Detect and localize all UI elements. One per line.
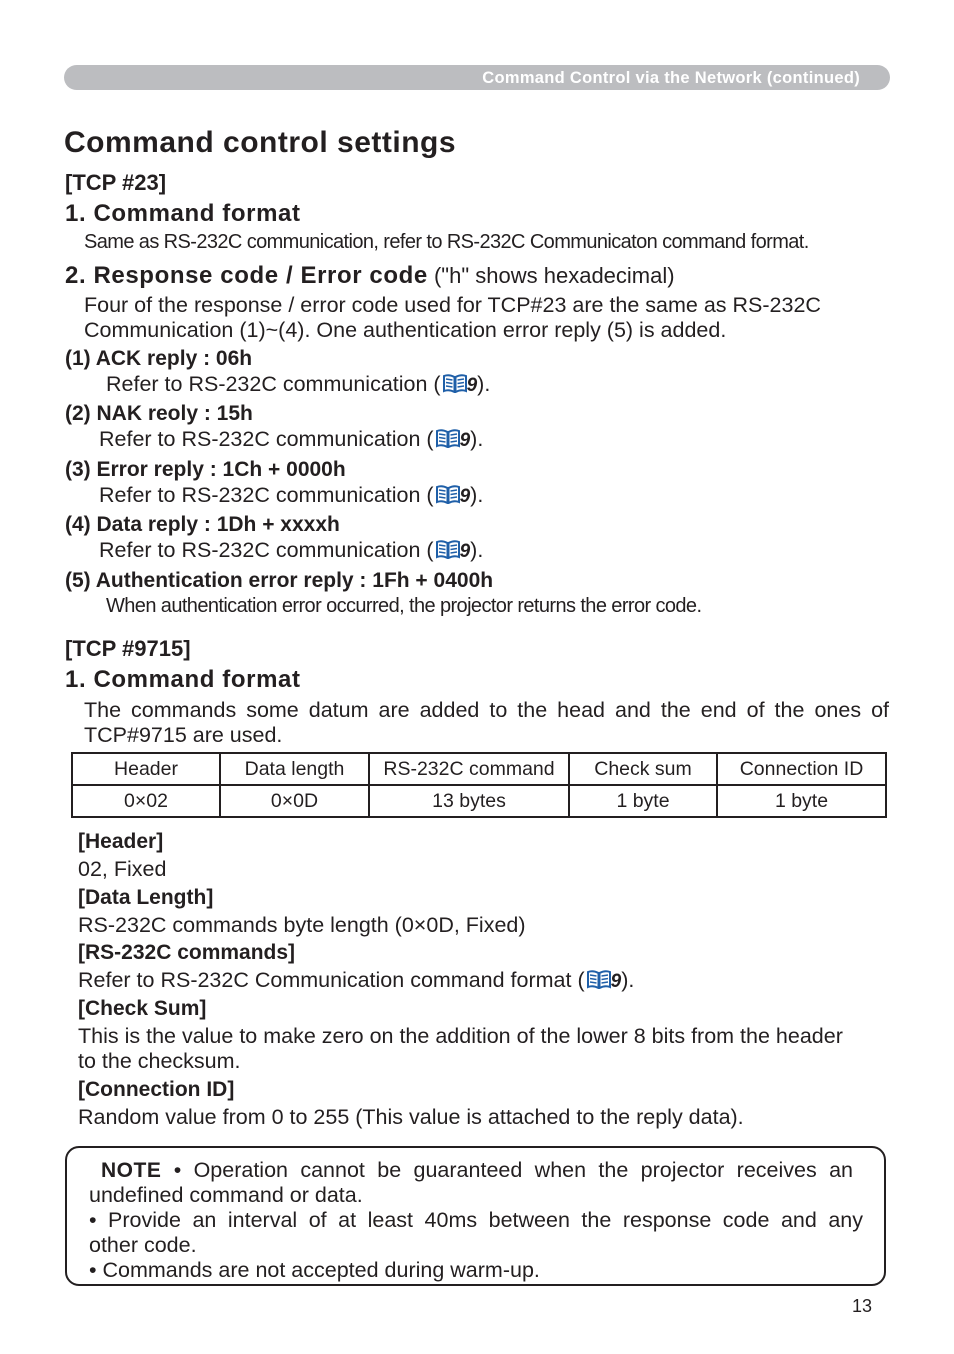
tcp23-label: [TCP #23] bbox=[65, 170, 167, 195]
table-cell: 1 byte bbox=[569, 785, 717, 817]
reply-data-ref: Refer to RS-232C communication ( bbox=[99, 538, 434, 562]
running-header-title: Command Control via the Network (continued) bbox=[482, 69, 860, 87]
reply-nak-ref: Refer to RS-232C communication ( bbox=[99, 427, 434, 451]
page-ref: 9 bbox=[459, 486, 471, 507]
page-number: 13 bbox=[852, 1296, 873, 1316]
table-cell: 0×02 bbox=[72, 785, 220, 817]
ref-close: ). bbox=[470, 483, 484, 507]
table-header-cell: RS-232C command bbox=[369, 753, 569, 785]
tcp23-response-heading bbox=[65, 262, 675, 290]
note-line-1-text: • Operation cannot be guaranteed when the projector receives an bbox=[161, 1158, 853, 1182]
tcp9715-command-format-heading: 1. Command format bbox=[65, 666, 301, 693]
ref-close: ). bbox=[470, 427, 484, 451]
note-line-4: other code. bbox=[89, 1233, 197, 1257]
response-heading-text: 2. Response code / Error code bbox=[65, 262, 428, 289]
running-header-bar bbox=[64, 65, 890, 90]
table-header-cell: Check sum bbox=[569, 753, 717, 785]
response-intro-line2: Communication (1)~(4). One authentication error reply (5) is added. bbox=[84, 318, 727, 342]
field-rs232c-ref: Refer to RS-232C Communication command format ( bbox=[78, 968, 585, 992]
ref-close: ). bbox=[470, 538, 484, 562]
field-checksum-line2: to the checksum. bbox=[78, 1049, 241, 1073]
tcp9715-intro-line1: The commands some datum are added to the head and the end of the ones of bbox=[84, 698, 889, 722]
reply-nak-text bbox=[99, 427, 483, 452]
response-heading-note: ("h" shows hexadecimal) bbox=[427, 263, 675, 288]
book-reference-icon bbox=[587, 970, 611, 989]
field-checksum-line1: This is the value to make zero on the addition of the lower 8 bits from the header bbox=[78, 1024, 843, 1048]
field-data-length-label: [Data Length] bbox=[78, 886, 214, 909]
book-reference-icon bbox=[436, 485, 460, 504]
table-header-cell: Header bbox=[72, 753, 220, 785]
table-header-cell: Data length bbox=[220, 753, 369, 785]
book-reference-icon bbox=[443, 374, 467, 393]
table-row bbox=[72, 785, 886, 817]
tcp23-command-format-heading: 1. Command format bbox=[65, 200, 301, 227]
field-header-text: 02, Fixed bbox=[78, 857, 167, 881]
field-connection-id-label: [Connection ID] bbox=[78, 1078, 235, 1101]
tcp9715-label: [TCP #9715] bbox=[65, 636, 191, 661]
tcp9715-intro-line2: TCP#9715 are used. bbox=[84, 723, 283, 747]
reply-error-title: (3) Error reply : 1Ch + 0000h bbox=[65, 458, 346, 481]
note-line-3: • Provide an interval of at least 40ms between the response code and any bbox=[89, 1208, 863, 1232]
command-format-table bbox=[71, 752, 887, 818]
reply-auth-error-title: (5) Authentication error reply : 1Fh + 0400h bbox=[65, 569, 494, 592]
reply-error-text bbox=[99, 483, 483, 508]
ref-close: ). bbox=[621, 968, 635, 992]
field-rs232c-label: [RS-232C commands] bbox=[78, 941, 296, 964]
reply-data-title: (4) Data reply : 1Dh + xxxxh bbox=[65, 513, 340, 536]
note-line-1 bbox=[101, 1158, 853, 1183]
field-rs232c-text bbox=[78, 968, 634, 993]
note-line-2: undefined command or data. bbox=[89, 1183, 363, 1207]
note-box bbox=[65, 1146, 886, 1286]
reply-nak-title: (2) NAK reoly : 15h bbox=[65, 402, 253, 425]
table-header-row bbox=[72, 753, 886, 785]
page-ref: 9 bbox=[466, 375, 478, 396]
table-cell: 1 byte bbox=[717, 785, 886, 817]
reply-auth-error-text: When authentication error occurred, the projector returns the error code. bbox=[106, 595, 702, 617]
page-ref: 9 bbox=[459, 430, 471, 451]
reply-ack-text bbox=[106, 372, 490, 397]
reply-ack-title: (1) ACK reply : 06h bbox=[65, 347, 253, 370]
page-ref: 9 bbox=[459, 541, 471, 562]
ref-close: ). bbox=[477, 372, 491, 396]
table-header-cell: Connection ID bbox=[717, 753, 886, 785]
table-cell: 0×0D bbox=[220, 785, 369, 817]
page-ref: 9 bbox=[610, 971, 622, 992]
note-line-5: • Commands are not accepted during warm-up. bbox=[89, 1258, 540, 1282]
response-intro-line1: Four of the response / error code used for TCP#23 are the same as RS-232C bbox=[84, 293, 821, 317]
field-connection-id-text: Random value from 0 to 255 (This value is attached to the reply data). bbox=[78, 1105, 744, 1129]
note-keyword: NOTE bbox=[101, 1159, 162, 1182]
tcp23-command-format-text: Same as RS-232C communication, refer to RS-232C Communicaton command format. bbox=[84, 231, 809, 253]
book-reference-icon bbox=[436, 540, 460, 559]
reply-ack-ref: Refer to RS-232C communication ( bbox=[106, 372, 441, 396]
reply-data-text bbox=[99, 538, 483, 563]
field-data-length-text: RS-232C commands byte length (0×0D, Fixed) bbox=[78, 913, 526, 937]
book-reference-icon bbox=[436, 429, 460, 448]
field-checksum-label: [Check Sum] bbox=[78, 997, 207, 1020]
page-title: Command control settings bbox=[64, 126, 457, 159]
table-cell: 13 bytes bbox=[369, 785, 569, 817]
reply-error-ref: Refer to RS-232C communication ( bbox=[99, 483, 434, 507]
field-header-label: [Header] bbox=[78, 830, 164, 853]
